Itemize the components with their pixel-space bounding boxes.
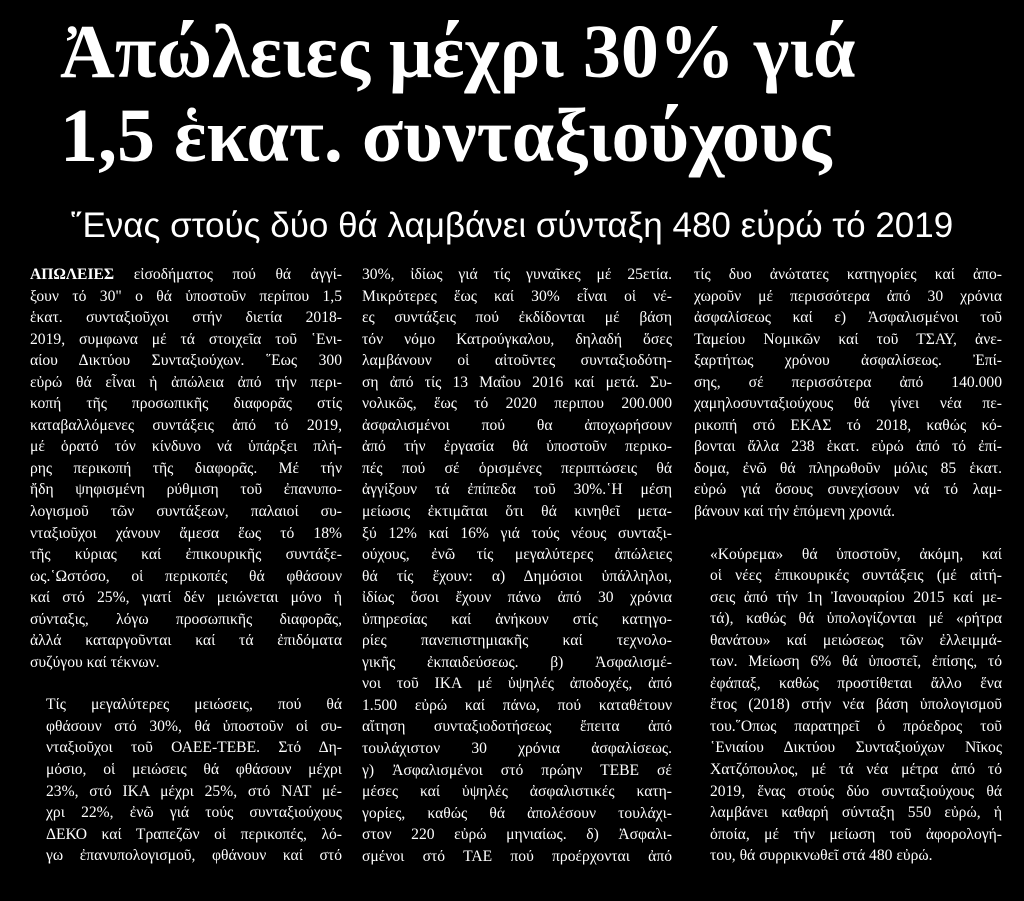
text-line: ῾Ενιαίου Δικτύου Συνταξιούχων Νῖκος [710,739,1002,757]
article-paragraph [694,544,1002,867]
text-line: φθάσουν στό 30%, θά ὑποστοῦν οἱ συ- [46,717,342,735]
text-line: μείωσις ἐκτιμᾶται ὅτι θά κινηθεῖ μετα- [362,503,672,521]
text-line: Τίς μεγαλύτερες μειώσεις, πού θά [46,696,342,714]
text-line: πές πού σέ ὁρισμένες περιπτώσεις θά [362,459,672,477]
text-line: του.῞Οπως παρατηρεῖ ὁ πρόεδρος τοῦ [710,717,1002,735]
text-line: λαμβάνουν οἱ αἰτοῦντες συνταξιοδότη- [362,352,672,370]
text-line: ΔΕΚΟ καί Τραπεζῶν οἱ περικοπές, λό- [46,825,342,843]
article-paragraph [30,694,342,866]
text-line: ἑκατ. συνταξιοῦχοι στήν διετία 2018- [30,309,342,327]
text-line: γορίες, καθώς θά ἀπολέσουν τουλάχι- [362,804,672,822]
text-line: σης, σέ περισσότερα ἀπό 140.000 [694,373,1002,391]
text-line: μόσιο, οἱ μειώσεις θά φθάσουν μέχρι [46,761,342,779]
text-line: χρι 22%, ἐνῶ γιά τούς συνταξιούχους [46,804,342,822]
text-line: ἐφάπαξ, καθώς προστίθεται ἄλλο ἕνα [710,674,1002,692]
text-line: γικῆς ἐκπαιδεύσεως. β) Ἀσφαλισμέ- [362,653,672,671]
text-line: 2019, συμφωνα μέ τά στοιχεῖα τοῦ ῾Ενι- [30,330,342,348]
text-line: ρίες πανεπιστημιακῆς καί τεχνολο- [362,632,672,650]
article-paragraph [30,264,342,673]
headline-line: Ἀπώλειες μέχρι 30% γιά [60,10,856,94]
text-line: καί στό 25%, γιατί δέν μειώνεται μόνο ἡ [30,589,342,607]
text-line: ρης περικοπή τῆς διαφορᾶς. Μέ τήν [30,459,342,477]
text-line: τουλάχιστον 30 χρόνια ἀσφαλίσεως. [362,740,672,758]
text-line: ξύ 12% καί 16% γιά τούς νέους συνταξι- [362,524,672,542]
text-line: λογισμοῦ τῶν συντάξεων, παλαιοί συ- [30,503,342,521]
text-line: καταβαλλόμενες συντάξεις ἀπό τό 2019, [30,416,342,434]
text-line: τόν νόμο Κατρούγκαλου, δηλαδή ὅσες [362,330,672,348]
text-line: 2019, ἕνας στούς δύο συνταξιούχους θά [710,782,1002,800]
lead-word: ΑΠΩΛΕΙΕΣ [30,266,115,283]
text-line: «Κούρεμα» θά ὑποστοῦν, ἀκόμη, καί [710,545,1002,563]
text-line: χωροῦν μέ περισσότερα ἀπό 30 χρόνια [694,287,1002,305]
text-line: ἀσφαλισμένοι πού θα ἀποχωρήσουν [362,416,672,434]
text-line: νταξιοῦχοι χάνουν ἄμεσα ἕως τό 18% [30,524,342,542]
text-line: βάνουν καί τήν ἑπόμενη χρονιά. [694,503,896,521]
text-line: ἔτος (2018) στήν νέα βάση ὑπολογισμοῦ [710,696,1002,714]
text-line: 1.500 εὐρώ καί πάνω, πού καταθέτουν [362,696,672,714]
text-line: ξαρτήτως χρόνου ἀσφαλίσεως. Ἐπί- [694,352,1002,370]
text-line: σύνταξις, λόγω προσωπικῆς διαφορᾶς, [30,610,342,628]
text-line: ἀσφαλίσεως καί ε) Ἀσφαλισμένοι τοῦ [694,309,1002,327]
text-line: 23%, στό ΙΚΑ μέχρι 25%, στό ΝΑΤ μέ- [46,782,342,800]
text-line: θανάτου» καί μειώσεως τῶν ἐλλειμμά- [710,631,1002,649]
text-line: Χατζόπουλος, μέ τά νέα μέτρα ἀπό τό [710,761,1002,779]
text-line: κοπή τῆς προσωπικῆς διαφορᾶς στίς [30,395,342,413]
text-line: ες συντάξεις πού ἐκδίδονται μέ βάση [362,309,672,327]
text-line: ἀγγίξουν τά ἐπίπεδα τοῦ 30%.῾Η μέση [362,481,672,499]
text-line: νολικῶς, ἕως τό 2020 περιπου 200.000 [362,395,672,413]
text-line: τίς δυο ἀνώτατες κατηγορίες καί ἀπο- [694,266,1002,283]
text-line: στον 220 εὐρώ μηνιαίως. δ) Ἀσφαλι- [362,826,672,844]
headline [60,10,1000,178]
text-line: οἱ νέες ἐπικουρικές συντάξεις (μέ αἰτή- [710,567,1002,585]
text-line: θά τίς ἔχουν: α) Δημόσιοι ὑπάλληλοι, [362,567,672,585]
text-line: 30%, ἰδίως γιά τίς γυναῖκες μέ 25ετία. [362,266,672,283]
text-line: Ταμείου Νομικῶν καί τοῦ ΤΣΑΥ, ἀνε- [694,330,1002,348]
text-line: μέ ὁρατό τόν κίνδυνο νά ὑπάρξει πλή- [30,438,342,456]
article-column-3 [694,264,1002,867]
text-line: βονται ἄλλα 238 ἑκατ. εὐρώ ἀπό τό ἐπί- [694,438,1002,456]
article-paragraph [362,264,672,867]
text-line: ξουν τό 30" ο θά ὑποστοῦν περίπου 1,5 [30,287,342,305]
text-line: ὑπηρεσίας καί ἀνήκουν στίς κατηγο- [362,610,672,628]
text-line: γ) Ἀσφαλισμένοι στό πρώην ΤΕΒΕ σέ [362,761,672,779]
text-line: ως.῾Ωστόσο, οἱ περικοπές θά φθάσουν [30,567,342,585]
text-line: ἤδη ψηφισμένη ρύθμιση τοῦ ἐπανυπο- [30,481,342,499]
text-line: τῆς κύριας καί ἐπικουρικῆς συντάξε- [30,546,342,564]
text-line: Μικρότερες ἕως καί 30% εἶναι οἱ νέ- [362,287,672,305]
text-line: δομα, ἐνῶ θά πληρωθοῦν μόλις 85 ἑκατ. [694,459,1002,477]
text-line: εὐρώ θά εἶναι ἡ ἀπώλεια ἀπό τήν περι- [30,373,342,391]
text-line: ὁποία, μέ τήν μείωση τοῦ ἀφορολογή- [710,825,1002,843]
text-line: νοι τοῦ ΙΚΑ μέ ὑψηλές ἀποδοχές, ἀπό [362,675,672,693]
text-line: σεις ἀπό τήν 1η Ἰανουαρίου 2015 καί με- [710,588,1002,606]
article-column-1 [30,264,342,867]
headline-line: 1,5 ἑκατ. συνταξιούχους [60,94,832,178]
text-line: σμένοι στό ΤΑΕ πού προέρχονται ἀπό [362,847,672,865]
text-line: συζύγου καί τέκνων. [30,653,160,671]
text-line: ἰδίως ὅσοι ἔχουν πάνω ἀπό 30 χρόνια [362,589,672,607]
article-paragraph [694,264,1002,523]
article-column-2 [362,264,672,867]
text-line: αἴτηση συνταξιοδοτήσεως ἔπειτα ἀπό [362,718,672,736]
text-line: νταξιοῦχοι τοῦ ΟΑΕΕ-ΤΕΒΕ. Στό Δη- [46,739,342,757]
text-line: του, θά συρρικνωθεῖ στά 480 εὐρώ. [710,847,933,865]
text-line: εὐρώ γιά ὅσους συνεχίσουν νά τό λαμ- [694,481,1002,499]
text-line: ἀπό τήν ἐργασία θά ὑποστοῦν περικο- [362,438,672,456]
text-fragment: εἰσοδήματος πού θά ἀγγί- [114,266,342,283]
text-line: ούχους, ἐνῶ τίς μεγαλύτερες ἀπώλειες [362,546,672,564]
subheadline: ῞Ενας στούς δύο θά λαμβάνει σύνταξη 480 εὐρώ τό 2019 [70,206,954,245]
text-line: ση ἀπό τίς 13 Μαΐου 2016 καί μετά. Συ- [362,373,672,391]
text-line: ἀλλά καταργοῦνται καί τά ἐπιδόματα [30,632,342,650]
text-line: ρικοπή στό ΕΚΑΣ τό 2018, καθώς κό- [694,416,1002,434]
text-line: αίου Δικτύου Συνταξιούχων. ῞Εως 300 [30,352,342,370]
text-line: των. Μείωση 6% θά ὑποστεῖ, ἐπίσης, τό [710,653,1002,671]
text-line: μέσες καί ὑψηλές ἀσφαλιστικές κατη- [362,783,672,801]
text-line: γω ἐπανυπολογισμοῦ, φθάνουν καί στό [46,847,342,865]
text-line: λαμβάνει καθαρή σύνταξη 550 εὐρώ, ἡ [710,804,1002,822]
text-line: τά), καθώς θά ὑπολογίζονται μέ «ρήτρα [710,610,1002,628]
text-line: χαμηλοσυνταξιούχους θά γίνει νέα πε- [694,395,1002,413]
text-line [30,264,342,286]
